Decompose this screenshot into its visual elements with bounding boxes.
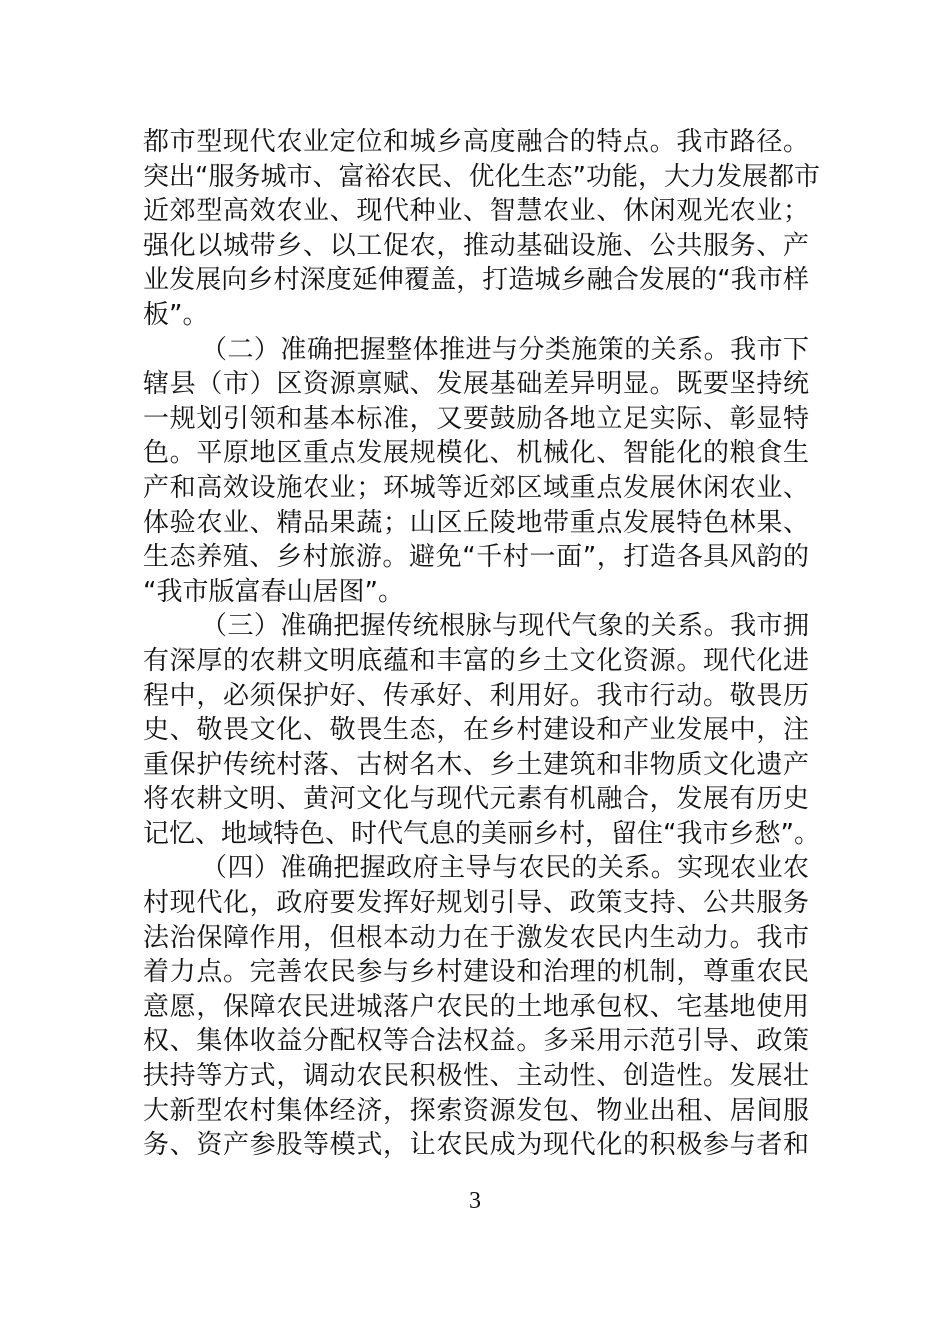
paragraph xyxy=(143,609,820,851)
text-line: 记忆、地域特色、时代气息的美丽乡村，留住“我市乡愁”。 xyxy=(143,818,820,849)
text-line: 村现代化，政府要发挥好规划引导、政策支持、公共服务 xyxy=(143,888,809,919)
text-line: 一规划引领和基本标准，又要鼓励各地立足实际、彰显特 xyxy=(143,403,809,434)
text-line: 近郊型高效农业、现代种业、智慧农业、休闲观光农业； xyxy=(143,196,809,227)
text-line: 突出“服务城市、富裕农民、优化生态”功能，大力发展都市 xyxy=(143,161,820,192)
text-line: 重保护传统村落、古树名木、乡土建筑和非物质文化遗产 xyxy=(143,749,809,780)
text-line: 业发展向乡村深度延伸覆盖，打造城乡融合发展的“我市样 xyxy=(143,265,809,296)
text-line: 生态养殖、乡村旅游。避免“千村一面”，打造各具风韵的 xyxy=(143,542,809,573)
text-line: （三）准确把握传统根脉与现代气象的关系。我市拥 xyxy=(201,611,809,642)
text-line: 程中，必须保护好、传承好、利用好。我市行动。敬畏历 xyxy=(143,680,809,711)
text-line: 史、敬畏文化、敬畏生态，在乡村建设和产业发展中，注 xyxy=(143,715,809,746)
page-number: 3 xyxy=(469,1188,481,1214)
text-line: 扶持等方式，调动农民积极性、主动性、创造性。发展壮 xyxy=(143,1061,809,1092)
text-line: 强化以城带乡、以工促农，推动基础设施、公共服务、产 xyxy=(143,230,809,261)
text-line: 有深厚的农耕文明底蕴和丰富的乡土文化资源。现代化进 xyxy=(143,645,809,676)
text-line: 板”。 xyxy=(143,299,209,330)
text-line: 着力点。完善农民参与乡村建设和治理的机制，尊重农民 xyxy=(143,957,809,988)
text-line: 辖县（市）区资源禀赋、发展基础差异明显。既要坚持统 xyxy=(143,369,809,400)
text-line: 法治保障作用，但根本动力在于激发农民内生动力。我市 xyxy=(143,922,809,953)
paragraph xyxy=(143,333,809,610)
text-line: 务、资产参股等模式，让农民成为现代化的积极参与者和 xyxy=(143,1130,809,1161)
text-line: 产和高效设施农业；环城等近郊区域重点发展休闲农业、 xyxy=(143,472,809,503)
text-line: 大新型农村集体经济，探索资源发包、物业出租、居间服 xyxy=(143,1095,809,1126)
text-line: “我市版富春山居图”。 xyxy=(143,576,404,607)
text-line: 权、集体收益分配权等合法权益。多采用示范引导、政策 xyxy=(143,1026,809,1057)
document-body xyxy=(143,125,820,1163)
text-line: 都市型现代农业定位和城乡高度融合的特点。我市路径。 xyxy=(143,127,809,157)
text-line: 将农耕文明、黄河文化与现代元素有机融合，发展有历史 xyxy=(143,784,809,815)
text-line: （二）准确把握整体推进与分类施策的关系。我市下 xyxy=(201,334,809,365)
text-line: 意愿，保障农民进城落户农民的土地承包权、宅基地使用 xyxy=(143,991,809,1022)
paragraph xyxy=(143,851,809,1162)
text-line: 体验农业、精品果蔬；山区丘陵地带重点发展特色林果、 xyxy=(143,507,809,538)
text-line: 色。平原地区重点发展规模化、机械化、智能化的粮食生 xyxy=(143,438,809,469)
paragraph xyxy=(143,125,820,333)
text-line: （四）准确把握政府主导与农民的关系。实现农业农 xyxy=(201,853,809,884)
